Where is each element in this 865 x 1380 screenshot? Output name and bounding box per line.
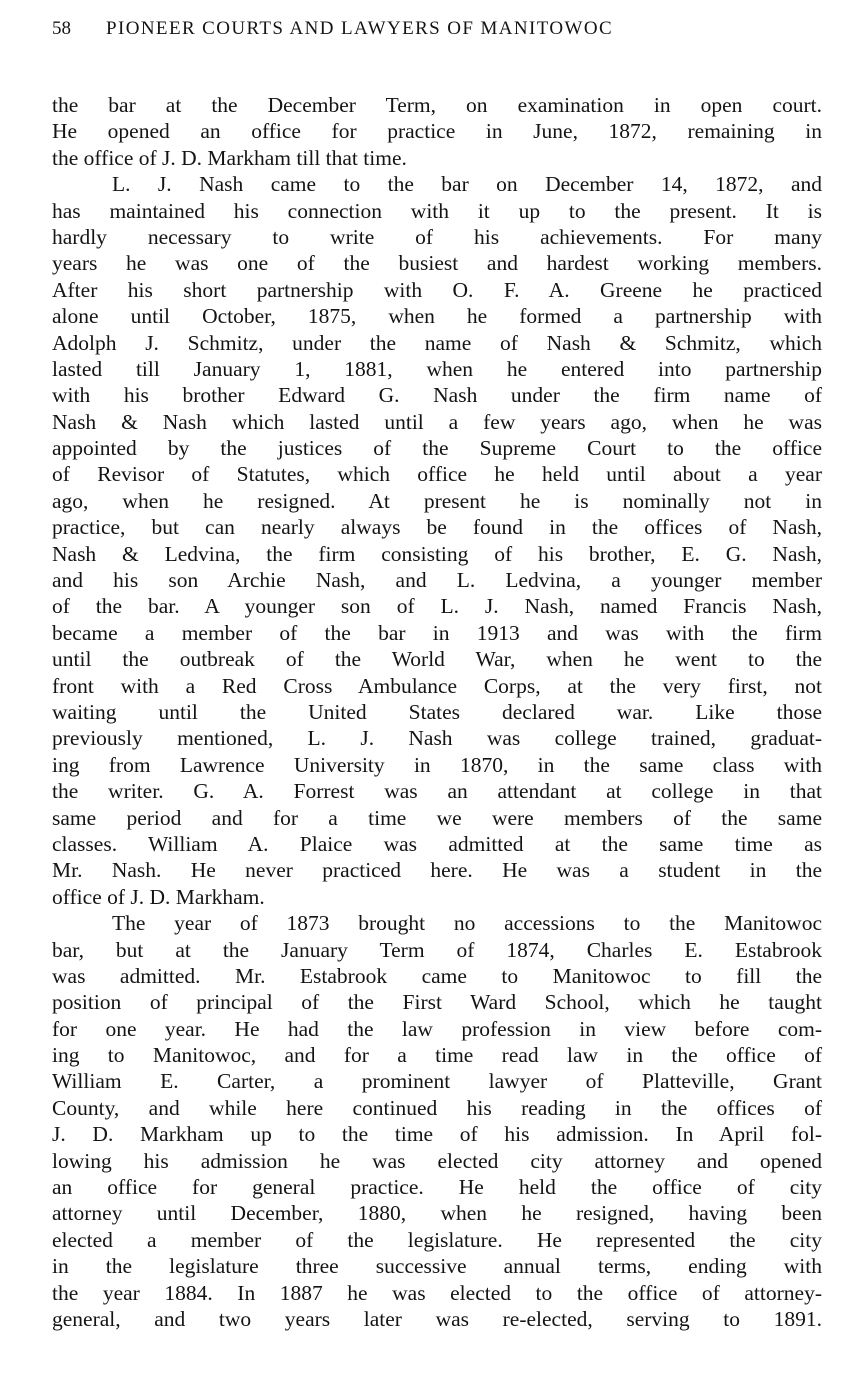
text-line: general, and two years later was re-elected, serving to 1891. xyxy=(52,1306,822,1331)
text-line: lowing his admission he was elected city attorney and opened xyxy=(52,1148,822,1173)
text-line: Nash & Nash which lasted until a few years ago, when he was xyxy=(52,409,822,434)
book-page xyxy=(52,18,822,1332)
text-line: appointed by the justices of the Supreme Court to the office xyxy=(52,436,822,461)
text-line: Adolph J. Schmitz, under the name of Nash & Schmitz, which xyxy=(52,330,822,355)
text-line: until the outbreak of the World War, when he went to the xyxy=(52,647,822,672)
text-line: William E. Carter, a prominent lawyer of Platteville, Grant xyxy=(52,1069,822,1094)
text-line: previously mentioned, L. J. Nash was college trained, graduat- xyxy=(52,726,822,751)
text-line: front with a Red Cross Ambulance Corps, at the very first, not xyxy=(52,673,822,698)
text-line: years he was one of the busiest and hardest working members. xyxy=(52,251,822,276)
text-line: L. J. Nash came to the bar on December 14, 1872, and xyxy=(112,172,822,197)
text-line: has maintained his connection with it up to the present. It is xyxy=(52,198,822,223)
text-line: of Revisor of Statutes, which office he held until about a year xyxy=(52,462,822,487)
text-line: the year 1884. In 1887 he was elected to the office of attorney- xyxy=(52,1280,822,1305)
text-line: became a member of the bar in 1913 and was with the firm xyxy=(52,620,822,645)
text-line: the bar at the December Term, on examination in open court. xyxy=(52,93,822,117)
running-head xyxy=(52,18,822,52)
text-line: After his short partnership with O. F. A. Greene he practiced xyxy=(52,277,822,302)
text-line: The year of 1873 brought no accessions to the Manitowoc xyxy=(112,911,822,936)
text-line: County, and while here continued his reading in the offices of xyxy=(52,1095,822,1120)
text-line: of the bar. A younger son of L. J. Nash, named Francis Nash, xyxy=(52,594,822,619)
text-line: same period and for a time we were members of the same xyxy=(52,805,822,830)
text-line: ing from Lawrence University in 1870, in the same class with xyxy=(52,752,822,777)
text-line: J. D. Markham up to the time of his admission. In April fol- xyxy=(52,1122,822,1147)
text-line: the office of J. D. Markham till that time. xyxy=(52,145,407,170)
text-line: lasted till January 1, 1881, when he entered into partnership xyxy=(52,356,822,381)
text-line: ago, when he resigned. At present he is nominally not in xyxy=(52,488,822,513)
text-line: Mr. Nash. He never practiced here. He was a student in the xyxy=(52,858,822,883)
text-line: practice, but can nearly always be found in the offices of Nash, xyxy=(52,515,822,540)
text-line: with his brother Edward G. Nash under the firm name of xyxy=(52,383,822,408)
text-line: alone until October, 1875, when he formed a partnership with xyxy=(52,304,822,329)
text-line: and his son Archie Nash, and L. Ledvina, a younger member xyxy=(52,568,822,593)
page-number: 58 xyxy=(52,18,71,39)
text-line: classes. William A. Plaice was admitted at the same time as xyxy=(52,831,822,856)
text-line: in the legislature three successive annual terms, ending with xyxy=(52,1254,822,1279)
text-line: hardly necessary to write of his achievements. For many xyxy=(52,224,822,249)
text-line: He opened an office for practice in June, 1872, remaining in xyxy=(52,119,822,144)
body-text xyxy=(52,92,822,1332)
text-line: elected a member of the legislature. He represented the city xyxy=(52,1227,822,1252)
text-line: ing to Manitowoc, and for a time read law in the office of xyxy=(52,1043,822,1068)
text-line: an office for general practice. He held the office of city xyxy=(52,1175,822,1200)
text-line: office of J. D. Markham. xyxy=(52,884,265,909)
text-line: Nash & Ledvina, the firm consisting of his brother, E. G. Nash, xyxy=(52,541,822,566)
text-line: position of principal of the First Ward School, which he taught xyxy=(52,990,822,1015)
running-title: PIONEER COURTS AND LAWYERS OF MANITOWOC xyxy=(106,18,614,39)
text-line: the writer. G. A. Forrest was an attendant at college in that xyxy=(52,779,822,804)
text-line: waiting until the United States declared war. Like those xyxy=(52,699,822,724)
text-line: bar, but at the January Term of 1874, Charles E. Estabrook xyxy=(52,937,822,962)
text-line: for one year. He had the law profession in view before com- xyxy=(52,1016,822,1041)
text-line: was admitted. Mr. Estabrook came to Manitowoc to fill the xyxy=(52,963,822,988)
text-line: attorney until December, 1880, when he resigned, having been xyxy=(52,1201,822,1226)
